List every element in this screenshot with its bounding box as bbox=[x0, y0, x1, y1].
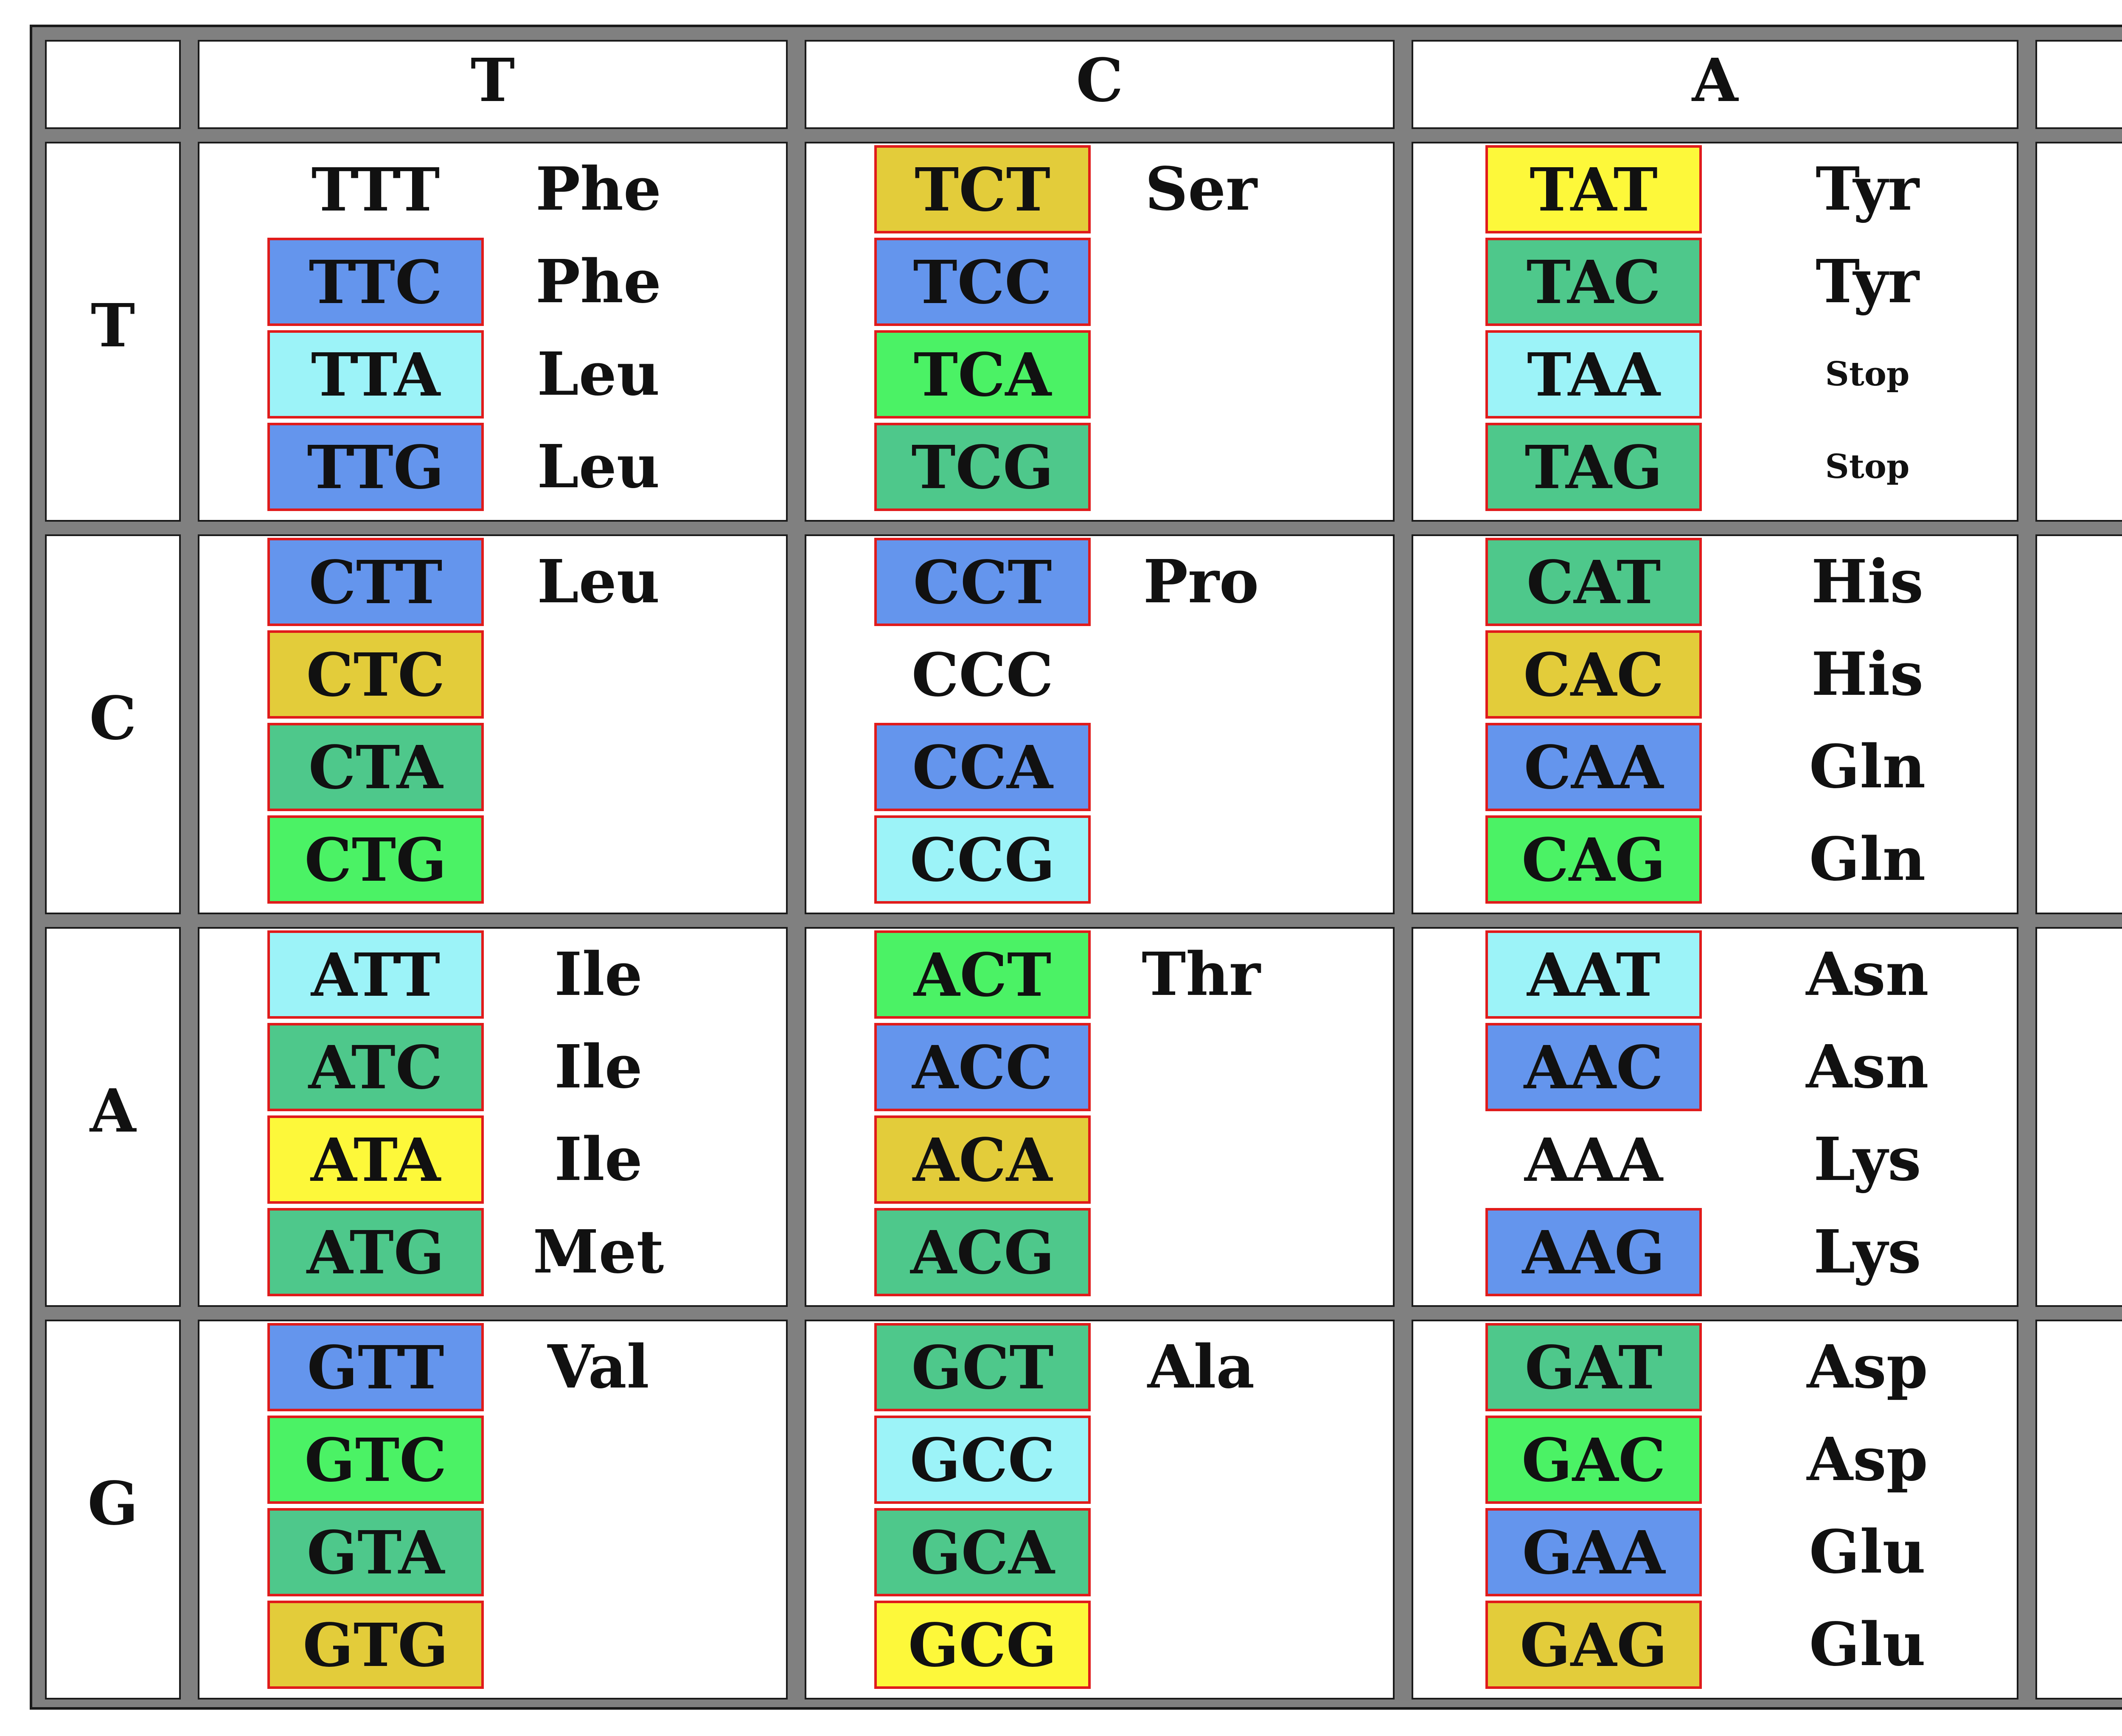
codon-box: CCC bbox=[874, 630, 1091, 719]
codon-box: AAT bbox=[1485, 930, 1702, 1019]
column-header-a bbox=[1412, 40, 2018, 129]
amino-acid-label: Tyr bbox=[1816, 154, 1919, 224]
column-header-label: A bbox=[1692, 46, 1738, 115]
amino-acid-label: Gln bbox=[1809, 825, 1926, 894]
codon-box: CCA bbox=[874, 723, 1091, 811]
amino-acid-label: Phe bbox=[535, 154, 662, 224]
codon-box: TTG bbox=[267, 423, 484, 511]
codon-box: CTA bbox=[267, 723, 484, 811]
codon-box: CCT bbox=[874, 538, 1091, 626]
amino-acid-label bbox=[1095, 630, 1307, 719]
row-header-label: A bbox=[90, 1076, 136, 1146]
codon-box: TCA bbox=[874, 330, 1091, 419]
codon-box: ATG bbox=[267, 1208, 484, 1296]
codon-box: GAA bbox=[1485, 1508, 1702, 1596]
codon-box: TCG bbox=[874, 423, 1091, 511]
codon-box: GTC bbox=[267, 1416, 484, 1504]
row-header-label: G bbox=[87, 1469, 138, 1539]
codon-block-c-c bbox=[805, 534, 1395, 914]
amino-acid-label: Val bbox=[547, 1332, 649, 1402]
amino-acid-label: Asp bbox=[1807, 1425, 1928, 1494]
codon-box: GAC bbox=[1485, 1416, 1702, 1504]
column-header-t bbox=[198, 40, 788, 129]
amino-acid-label: Ala bbox=[1147, 1332, 1255, 1402]
codon-box: AAG bbox=[1485, 1208, 1702, 1296]
codon-block-c-t bbox=[198, 534, 788, 914]
amino-acid-label: Tyr bbox=[1816, 247, 1919, 317]
codon-block-t-g bbox=[2035, 142, 2122, 522]
codon-box: AAC bbox=[1485, 1023, 1702, 1111]
amino-acid-label bbox=[1095, 423, 1307, 511]
codon-box: CAC bbox=[1485, 630, 1702, 719]
column-header-g bbox=[2035, 40, 2122, 129]
corner-cell bbox=[45, 40, 181, 129]
amino-acid-label bbox=[1095, 815, 1307, 904]
amino-acid-label: Met bbox=[533, 1217, 664, 1287]
amino-acid-label: Thr bbox=[1142, 940, 1260, 1009]
codon-box: CCG bbox=[874, 815, 1091, 904]
row-header-a bbox=[45, 927, 181, 1307]
row-header-label: C bbox=[89, 683, 137, 753]
codon-box: ATC bbox=[267, 1023, 484, 1111]
codon-box: CTG bbox=[267, 815, 484, 904]
amino-acid-label bbox=[1095, 238, 1307, 326]
stop-label: Stop bbox=[1825, 447, 1910, 486]
column-header-label bbox=[2037, 46, 2122, 115]
codon-box: TTA bbox=[267, 330, 484, 419]
codon-box: CTT bbox=[267, 538, 484, 626]
codon-box: ACT bbox=[874, 930, 1091, 1019]
row-header-label: T bbox=[90, 291, 135, 361]
amino-acid-label: Ile bbox=[554, 1125, 643, 1194]
amino-acid-label: Glu bbox=[1809, 1517, 1926, 1587]
amino-acid-label: Asp bbox=[1807, 1332, 1928, 1402]
amino-acid-label: Asn bbox=[1806, 940, 1929, 1009]
codon-box: GCG bbox=[874, 1601, 1091, 1689]
codon-box: ACA bbox=[874, 1115, 1091, 1204]
codon-box: TAT bbox=[1485, 145, 1702, 233]
amino-acid-label: Leu bbox=[537, 340, 660, 409]
amino-acid-label: Asn bbox=[1806, 1032, 1929, 1102]
amino-acid-label: Gln bbox=[1809, 732, 1926, 802]
codon-block-t-c bbox=[805, 142, 1395, 522]
codon-box: TTC bbox=[267, 238, 484, 326]
amino-acid-label bbox=[492, 723, 705, 811]
codon-box: GTA bbox=[267, 1508, 484, 1596]
codon-block-g-t bbox=[198, 1320, 788, 1699]
codon-box: AAA bbox=[1485, 1115, 1702, 1204]
codon-box: TAG bbox=[1485, 423, 1702, 511]
codon-block-t-a bbox=[1412, 142, 2018, 522]
codon-box: GCA bbox=[874, 1508, 1091, 1596]
amino-acid-label bbox=[492, 630, 705, 719]
codon-block-g-g bbox=[2035, 1320, 2122, 1699]
row-header-g bbox=[45, 1320, 181, 1699]
codon-box: TCC bbox=[874, 238, 1091, 326]
amino-acid-label: Glu bbox=[1809, 1610, 1926, 1680]
amino-acid-label bbox=[1095, 1023, 1307, 1111]
codon-block-g-c bbox=[805, 1320, 1395, 1699]
codon-block-a-t bbox=[198, 927, 788, 1307]
codon-table bbox=[30, 25, 2122, 1710]
column-header-label: T bbox=[470, 46, 515, 115]
amino-acid-label: Lys bbox=[1813, 1217, 1921, 1287]
amino-acid-label: His bbox=[1811, 547, 1924, 617]
codon-box: GCT bbox=[874, 1323, 1091, 1411]
amino-acid-label: Lys bbox=[1813, 1125, 1921, 1194]
amino-acid-label bbox=[1095, 1416, 1307, 1504]
codon-block-a-a bbox=[1412, 927, 2018, 1307]
codon-box: TTT bbox=[267, 145, 484, 233]
codon-box: GCC bbox=[874, 1416, 1091, 1504]
amino-acid-label bbox=[1095, 723, 1307, 811]
codon-box: TCT bbox=[874, 145, 1091, 233]
column-header-label: C bbox=[1076, 46, 1123, 115]
amino-acid-label: Ser bbox=[1145, 154, 1257, 224]
amino-acid-label: Phe bbox=[535, 247, 662, 317]
codon-box: ACG bbox=[874, 1208, 1091, 1296]
codon-box: CAT bbox=[1485, 538, 1702, 626]
amino-acid-label bbox=[1095, 330, 1307, 419]
amino-acid-label: Ile bbox=[554, 1032, 643, 1102]
codon-box: GTT bbox=[267, 1323, 484, 1411]
amino-acid-label bbox=[492, 1601, 705, 1689]
codon-box: CAG bbox=[1485, 815, 1702, 904]
codon-block-c-g bbox=[2035, 534, 2122, 914]
codon-box: GTG bbox=[267, 1601, 484, 1689]
amino-acid-label: Leu bbox=[537, 547, 660, 617]
codon-block-t-t bbox=[198, 142, 788, 522]
amino-acid-label bbox=[492, 1508, 705, 1596]
amino-acid-label: Pro bbox=[1143, 547, 1259, 617]
row-header-c bbox=[45, 534, 181, 914]
amino-acid-label: Leu bbox=[537, 432, 660, 502]
codon-block-a-g bbox=[2035, 927, 2122, 1307]
codon-box: ATA bbox=[267, 1115, 484, 1204]
codon-block-c-a bbox=[1412, 534, 2018, 914]
codon-box: CTC bbox=[267, 630, 484, 719]
codon-box: CAA bbox=[1485, 723, 1702, 811]
amino-acid-label: Ile bbox=[554, 940, 643, 1009]
row-header-t bbox=[45, 142, 181, 522]
amino-acid-label bbox=[492, 1416, 705, 1504]
amino-acid-label: His bbox=[1811, 640, 1924, 709]
codon-block-a-c bbox=[805, 927, 1395, 1307]
codon-box: GAT bbox=[1485, 1323, 1702, 1411]
amino-acid-label bbox=[492, 815, 705, 904]
codon-block-g-a bbox=[1412, 1320, 2018, 1699]
codon-box: ATT bbox=[267, 930, 484, 1019]
amino-acid-label bbox=[1095, 1208, 1307, 1296]
codon-box: TAC bbox=[1485, 238, 1702, 326]
amino-acid-label bbox=[1095, 1115, 1307, 1204]
amino-acid-label bbox=[1095, 1508, 1307, 1596]
amino-acid-label bbox=[1095, 1601, 1307, 1689]
codon-box: GAG bbox=[1485, 1601, 1702, 1689]
codon-box: ACC bbox=[874, 1023, 1091, 1111]
codon-box: TAA bbox=[1485, 330, 1702, 419]
stop-label: Stop bbox=[1825, 355, 1910, 393]
column-header-c bbox=[805, 40, 1395, 129]
